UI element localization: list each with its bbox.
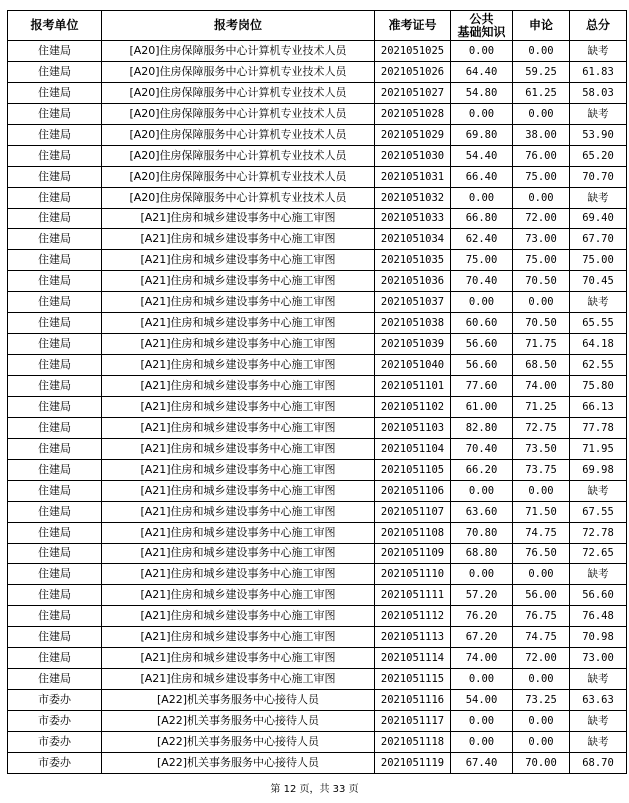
table-row: [8, 396, 627, 417]
cell-position: [A21]住房和城乡建设事务中心施工审图: [102, 627, 375, 648]
cell-total: 66.13: [570, 396, 627, 417]
cell-unit: 市委办: [8, 752, 102, 773]
cell-ticket-number: 2021051035: [375, 250, 451, 271]
cell-unit: 住建局: [8, 355, 102, 376]
cell-ticket-number: 2021051028: [375, 103, 451, 124]
table-row: [8, 103, 627, 124]
cell-ticket-number: 2021051038: [375, 313, 451, 334]
cell-essay: 59.25: [513, 61, 570, 82]
cell-essay: 72.00: [513, 208, 570, 229]
table-row: [8, 355, 627, 376]
cell-total: 缺考: [570, 292, 627, 313]
cell-ticket-number: 2021051026: [375, 61, 451, 82]
cell-ticket-number: 2021051103: [375, 417, 451, 438]
cell-essay: 70.00: [513, 752, 570, 773]
table-header-row: [8, 11, 627, 41]
cell-ticket-number: 2021051025: [375, 41, 451, 62]
cell-unit: 市委办: [8, 690, 102, 711]
cell-unit: 住建局: [8, 82, 102, 103]
cell-ticket-number: 2021051108: [375, 522, 451, 543]
cell-essay: 72.75: [513, 417, 570, 438]
cell-position: [A21]住房和城乡建设事务中心施工审图: [102, 334, 375, 355]
table-row: [8, 229, 627, 250]
cell-essay: 56.00: [513, 585, 570, 606]
cell-unit: 住建局: [8, 522, 102, 543]
cell-essay: 61.25: [513, 82, 570, 103]
cell-total: 72.78: [570, 522, 627, 543]
cell-total: 69.40: [570, 208, 627, 229]
table-row: [8, 752, 627, 773]
cell-total: 67.70: [570, 229, 627, 250]
cell-total: 缺考: [570, 669, 627, 690]
table-row: [8, 82, 627, 103]
cell-ticket-number: 2021051116: [375, 690, 451, 711]
cell-ticket-number: 2021051105: [375, 459, 451, 480]
cell-total: 69.98: [570, 459, 627, 480]
table-row: [8, 480, 627, 501]
cell-position: [A20]住房保障服务中心计算机专业技术人员: [102, 41, 375, 62]
cell-position: [A21]住房和城乡建设事务中心施工审图: [102, 522, 375, 543]
cell-essay: 0.00: [513, 711, 570, 732]
table-row: [8, 585, 627, 606]
cell-total: 73.00: [570, 648, 627, 669]
cell-position: [A21]住房和城乡建设事务中心施工审图: [102, 271, 375, 292]
table-row: [8, 313, 627, 334]
table-row: [8, 208, 627, 229]
cell-position: [A22]机关事务服务中心接待人员: [102, 690, 375, 711]
cell-unit: 住建局: [8, 313, 102, 334]
cell-ticket-number: 2021051115: [375, 669, 451, 690]
cell-unit: 住建局: [8, 41, 102, 62]
cell-position: [A20]住房保障服务中心计算机专业技术人员: [102, 124, 375, 145]
cell-unit: 住建局: [8, 103, 102, 124]
table-row: [8, 124, 627, 145]
cell-unit: 住建局: [8, 627, 102, 648]
cell-unit: 住建局: [8, 292, 102, 313]
cell-position: [A22]机关事务服务中心接待人员: [102, 752, 375, 773]
table-row: [8, 501, 627, 522]
cell-public-knowledge: 70.80: [451, 522, 513, 543]
cell-unit: 住建局: [8, 250, 102, 271]
table-row: [8, 564, 627, 585]
score-table: [7, 10, 627, 774]
cell-unit: 住建局: [8, 187, 102, 208]
table-row: [8, 669, 627, 690]
table-row: [8, 627, 627, 648]
cell-total: 70.45: [570, 271, 627, 292]
table-row: [8, 417, 627, 438]
table-row: [8, 61, 627, 82]
cell-total: 64.18: [570, 334, 627, 355]
table-body: [8, 41, 627, 774]
cell-position: [A21]住房和城乡建设事务中心施工审图: [102, 564, 375, 585]
cell-total: 缺考: [570, 103, 627, 124]
cell-public-knowledge: 74.00: [451, 648, 513, 669]
cell-total: 61.83: [570, 61, 627, 82]
cell-total: 76.48: [570, 606, 627, 627]
cell-total: 65.20: [570, 145, 627, 166]
table-row: [8, 522, 627, 543]
table-row: [8, 187, 627, 208]
cell-unit: 住建局: [8, 271, 102, 292]
cell-total: 75.00: [570, 250, 627, 271]
cell-essay: 76.00: [513, 145, 570, 166]
cell-public-knowledge: 77.60: [451, 376, 513, 397]
cell-position: [A21]住房和城乡建设事务中心施工审图: [102, 438, 375, 459]
cell-ticket-number: 2021051106: [375, 480, 451, 501]
header-total: 总分: [570, 11, 627, 41]
cell-unit: 住建局: [8, 396, 102, 417]
cell-ticket-number: 2021051109: [375, 543, 451, 564]
cell-ticket-number: 2021051101: [375, 376, 451, 397]
cell-ticket-number: 2021051029: [375, 124, 451, 145]
cell-essay: 76.75: [513, 606, 570, 627]
cell-ticket-number: 2021051032: [375, 187, 451, 208]
cell-ticket-number: 2021051111: [375, 585, 451, 606]
cell-total: 缺考: [570, 187, 627, 208]
cell-public-knowledge: 56.60: [451, 334, 513, 355]
cell-unit: 住建局: [8, 648, 102, 669]
cell-total: 75.80: [570, 376, 627, 397]
header-essay: 申论: [513, 11, 570, 41]
cell-position: [A21]住房和城乡建设事务中心施工审图: [102, 480, 375, 501]
cell-public-knowledge: 82.80: [451, 417, 513, 438]
cell-essay: 71.25: [513, 396, 570, 417]
cell-position: [A21]住房和城乡建设事务中心施工审图: [102, 543, 375, 564]
cell-ticket-number: 2021051039: [375, 334, 451, 355]
cell-total: 缺考: [570, 564, 627, 585]
cell-essay: 75.00: [513, 166, 570, 187]
table-row: [8, 250, 627, 271]
cell-public-knowledge: 66.20: [451, 459, 513, 480]
cell-position: [A21]住房和城乡建设事务中心施工审图: [102, 376, 375, 397]
cell-ticket-number: 2021051040: [375, 355, 451, 376]
cell-total: 65.55: [570, 313, 627, 334]
cell-position: [A21]住房和城乡建设事务中心施工审图: [102, 417, 375, 438]
cell-essay: 0.00: [513, 103, 570, 124]
cell-total: 72.65: [570, 543, 627, 564]
cell-essay: 72.00: [513, 648, 570, 669]
table-row: [8, 292, 627, 313]
cell-ticket-number: 2021051110: [375, 564, 451, 585]
cell-position: [A21]住房和城乡建设事务中心施工审图: [102, 250, 375, 271]
cell-unit: 住建局: [8, 417, 102, 438]
cell-public-knowledge: 68.80: [451, 543, 513, 564]
cell-public-knowledge: 54.40: [451, 145, 513, 166]
cell-public-knowledge: 70.40: [451, 438, 513, 459]
cell-public-knowledge: 0.00: [451, 480, 513, 501]
header-public-knowledge: 公共 基础知识: [451, 11, 513, 41]
cell-ticket-number: 2021051114: [375, 648, 451, 669]
cell-public-knowledge: 0.00: [451, 669, 513, 690]
cell-unit: 市委办: [8, 731, 102, 752]
page-footer: 第 12 页，共 33 页: [270, 784, 359, 795]
cell-public-knowledge: 54.00: [451, 690, 513, 711]
cell-total: 缺考: [570, 731, 627, 752]
cell-unit: 市委办: [8, 711, 102, 732]
cell-position: [A21]住房和城乡建设事务中心施工审图: [102, 606, 375, 627]
cell-position: [A21]住房和城乡建设事务中心施工审图: [102, 292, 375, 313]
cell-public-knowledge: 64.40: [451, 61, 513, 82]
cell-position: [A20]住房保障服务中心计算机专业技术人员: [102, 145, 375, 166]
cell-total: 缺考: [570, 480, 627, 501]
header-position: 报考岗位: [102, 11, 375, 41]
cell-total: 58.03: [570, 82, 627, 103]
cell-public-knowledge: 0.00: [451, 41, 513, 62]
table-row: [8, 438, 627, 459]
cell-position: [A20]住房保障服务中心计算机专业技术人员: [102, 82, 375, 103]
cell-unit: 住建局: [8, 376, 102, 397]
cell-essay: 70.50: [513, 313, 570, 334]
table-row: [8, 711, 627, 732]
cell-total: 56.60: [570, 585, 627, 606]
cell-position: [A20]住房保障服务中心计算机专业技术人员: [102, 166, 375, 187]
cell-unit: 住建局: [8, 124, 102, 145]
cell-ticket-number: 2021051113: [375, 627, 451, 648]
header-ticket-number: 准考证号: [375, 11, 451, 41]
cell-essay: 73.00: [513, 229, 570, 250]
cell-essay: 0.00: [513, 187, 570, 208]
cell-unit: 住建局: [8, 480, 102, 501]
cell-position: [A21]住房和城乡建设事务中心施工审图: [102, 585, 375, 606]
table-row: [8, 606, 627, 627]
cell-ticket-number: 2021051119: [375, 752, 451, 773]
cell-position: [A20]住房保障服务中心计算机专业技术人员: [102, 103, 375, 124]
cell-essay: 68.50: [513, 355, 570, 376]
cell-public-knowledge: 63.60: [451, 501, 513, 522]
cell-position: [A21]住房和城乡建设事务中心施工审图: [102, 313, 375, 334]
cell-ticket-number: 2021051033: [375, 208, 451, 229]
cell-position: [A20]住房保障服务中心计算机专业技术人员: [102, 61, 375, 82]
cell-essay: 0.00: [513, 669, 570, 690]
cell-total: 77.78: [570, 417, 627, 438]
cell-ticket-number: 2021051027: [375, 82, 451, 103]
cell-essay: 76.50: [513, 543, 570, 564]
cell-unit: 住建局: [8, 585, 102, 606]
cell-public-knowledge: 0.00: [451, 564, 513, 585]
cell-ticket-number: 2021051030: [375, 145, 451, 166]
cell-public-knowledge: 0.00: [451, 187, 513, 208]
table-row: [8, 459, 627, 480]
cell-ticket-number: 2021051118: [375, 731, 451, 752]
table-row: [8, 41, 627, 62]
cell-essay: 0.00: [513, 564, 570, 585]
cell-public-knowledge: 60.60: [451, 313, 513, 334]
cell-public-knowledge: 61.00: [451, 396, 513, 417]
cell-position: [A21]住房和城乡建设事务中心施工审图: [102, 396, 375, 417]
cell-public-knowledge: 0.00: [451, 103, 513, 124]
cell-essay: 70.50: [513, 271, 570, 292]
cell-public-knowledge: 66.80: [451, 208, 513, 229]
table-row: [8, 376, 627, 397]
cell-unit: 住建局: [8, 438, 102, 459]
cell-total: 70.70: [570, 166, 627, 187]
cell-position: [A21]住房和城乡建设事务中心施工审图: [102, 648, 375, 669]
cell-unit: 住建局: [8, 543, 102, 564]
cell-position: [A21]住房和城乡建设事务中心施工审图: [102, 669, 375, 690]
cell-public-knowledge: 70.40: [451, 271, 513, 292]
cell-total: 缺考: [570, 711, 627, 732]
cell-essay: 73.50: [513, 438, 570, 459]
cell-public-knowledge: 57.20: [451, 585, 513, 606]
cell-ticket-number: 2021051034: [375, 229, 451, 250]
cell-public-knowledge: 0.00: [451, 731, 513, 752]
cell-total: 63.63: [570, 690, 627, 711]
cell-essay: 0.00: [513, 292, 570, 313]
cell-public-knowledge: 69.80: [451, 124, 513, 145]
cell-position: [A21]住房和城乡建设事务中心施工审图: [102, 501, 375, 522]
cell-position: [A21]住房和城乡建设事务中心施工审图: [102, 229, 375, 250]
cell-ticket-number: 2021051107: [375, 501, 451, 522]
cell-unit: 住建局: [8, 669, 102, 690]
cell-position: [A22]机关事务服务中心接待人员: [102, 731, 375, 752]
cell-position: [A21]住房和城乡建设事务中心施工审图: [102, 459, 375, 480]
cell-essay: 0.00: [513, 41, 570, 62]
cell-unit: 住建局: [8, 61, 102, 82]
cell-total: 68.70: [570, 752, 627, 773]
table-row: [8, 690, 627, 711]
cell-unit: 住建局: [8, 459, 102, 480]
cell-total: 67.55: [570, 501, 627, 522]
cell-unit: 住建局: [8, 501, 102, 522]
header-unit: 报考单位: [8, 11, 102, 41]
cell-ticket-number: 2021051117: [375, 711, 451, 732]
table-row: [8, 731, 627, 752]
cell-public-knowledge: 62.40: [451, 229, 513, 250]
cell-ticket-number: 2021051112: [375, 606, 451, 627]
cell-total: 53.90: [570, 124, 627, 145]
cell-essay: 73.25: [513, 690, 570, 711]
cell-ticket-number: 2021051102: [375, 396, 451, 417]
cell-ticket-number: 2021051036: [375, 271, 451, 292]
cell-essay: 71.50: [513, 501, 570, 522]
table-row: [8, 334, 627, 355]
table-row: [8, 145, 627, 166]
cell-essay: 73.75: [513, 459, 570, 480]
cell-position: [A20]住房保障服务中心计算机专业技术人员: [102, 187, 375, 208]
cell-unit: 住建局: [8, 606, 102, 627]
cell-essay: 0.00: [513, 731, 570, 752]
cell-essay: 38.00: [513, 124, 570, 145]
table-row: [8, 543, 627, 564]
cell-unit: 住建局: [8, 334, 102, 355]
cell-public-knowledge: 66.40: [451, 166, 513, 187]
cell-position: [A21]住房和城乡建设事务中心施工审图: [102, 208, 375, 229]
cell-essay: 74.75: [513, 627, 570, 648]
cell-total: 70.98: [570, 627, 627, 648]
cell-total: 62.55: [570, 355, 627, 376]
cell-total: 缺考: [570, 41, 627, 62]
cell-essay: 0.00: [513, 480, 570, 501]
cell-unit: 住建局: [8, 229, 102, 250]
cell-total: 71.95: [570, 438, 627, 459]
cell-essay: 74.75: [513, 522, 570, 543]
cell-position: [A22]机关事务服务中心接待人员: [102, 711, 375, 732]
cell-position: [A21]住房和城乡建设事务中心施工审图: [102, 355, 375, 376]
cell-public-knowledge: 0.00: [451, 292, 513, 313]
cell-ticket-number: 2021051031: [375, 166, 451, 187]
cell-public-knowledge: 54.80: [451, 82, 513, 103]
cell-essay: 74.00: [513, 376, 570, 397]
cell-public-knowledge: 76.20: [451, 606, 513, 627]
cell-essay: 71.75: [513, 334, 570, 355]
cell-unit: 住建局: [8, 208, 102, 229]
table-row: [8, 271, 627, 292]
cell-unit: 住建局: [8, 166, 102, 187]
cell-essay: 75.00: [513, 250, 570, 271]
cell-unit: 住建局: [8, 564, 102, 585]
cell-public-knowledge: 0.00: [451, 711, 513, 732]
cell-ticket-number: 2021051104: [375, 438, 451, 459]
cell-public-knowledge: 67.40: [451, 752, 513, 773]
cell-public-knowledge: 75.00: [451, 250, 513, 271]
cell-public-knowledge: 56.60: [451, 355, 513, 376]
cell-ticket-number: 2021051037: [375, 292, 451, 313]
cell-unit: 住建局: [8, 145, 102, 166]
table-row: [8, 166, 627, 187]
table-row: [8, 648, 627, 669]
cell-public-knowledge: 67.20: [451, 627, 513, 648]
